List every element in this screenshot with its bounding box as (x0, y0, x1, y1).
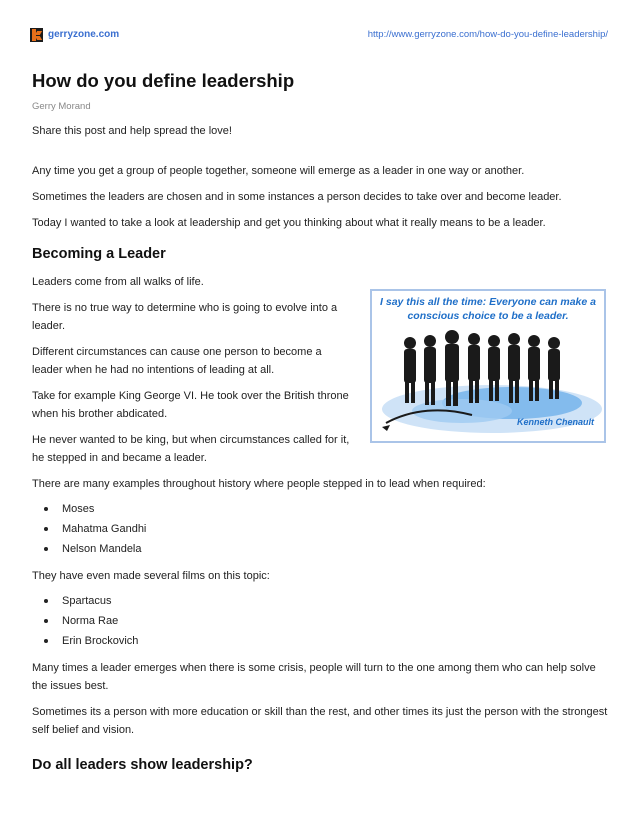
list-item: Spartacus (32, 591, 610, 611)
section1-paragraph-4: Take for example King George VI. He took over the British throne when his brother abdicated. (32, 390, 349, 420)
page-header (30, 28, 608, 44)
closing-paragraph-2: Sometimes its a person with more education or skill than the rest, and other times its just the person with the strongest self belief and vision. (32, 706, 608, 736)
section1-paragraph-5: He never wanted to be king, but when circumstances called for it, he stepped in and became a leader. (32, 434, 350, 464)
list-item: Mahatma Gandhi (32, 519, 610, 539)
article (32, 70, 610, 774)
films-intro: They have even made several films on this topic: (32, 570, 270, 582)
films-list (32, 591, 610, 651)
site-name-link[interactable]: gerryzone.com (48, 29, 120, 40)
quote-attribution: Kenneth Chenault (516, 417, 594, 427)
quote-text: I say this all the time: Everyone can make a conscious choice to be a leader. (380, 296, 596, 322)
page-url-link[interactable]: http://www.gerryzone.com/how-do-you-define-leadership/ (367, 29, 608, 40)
section1-paragraph-3: Different circumstances can cause one person to become a leader when he had no intentions of leading at all. (32, 346, 322, 376)
intro-paragraph-1: Any time you get a group of people together, someone will emerge as a leader in one way or another. (32, 165, 525, 177)
site-logo-icon[interactable] (30, 28, 43, 42)
list-item: Moses (32, 499, 610, 519)
intro-paragraph-3: Today I wanted to take a look at leadership and get you thinking about what it really means to be a leader. (32, 217, 546, 229)
list-item: Nelson Mandela (32, 539, 610, 559)
leadership-quote-image (370, 289, 606, 443)
list-item: Erin Brockovich (32, 631, 610, 651)
closing-paragraph-1: Many times a leader emerges when there is some crisis, people will turn to the one among them who can help solve the issues best. (32, 662, 596, 692)
share-prompt: Share this post and help spread the love! (32, 125, 232, 137)
section-heading-do-all-leaders: Do all leaders show leadership? (32, 757, 253, 773)
article-title: How do you define leadership (32, 70, 295, 91)
examples-list (32, 499, 610, 559)
section1-paragraph-1: Leaders come from all walks of life. (32, 276, 204, 288)
list-item: Norma Rae (32, 611, 610, 631)
section1-paragraph-2: There is no true way to determine who is going to evolve into a leader. (32, 302, 338, 332)
intro-paragraph-2: Sometimes the leaders are chosen and in some instances a person decides to take over and become leader. (32, 191, 562, 203)
article-author: Gerry Morand (32, 101, 91, 112)
examples-intro: There are many examples throughout history where people stepped in to lead when required: (32, 478, 486, 490)
section-heading-becoming-a-leader: Becoming a Leader (32, 246, 166, 262)
